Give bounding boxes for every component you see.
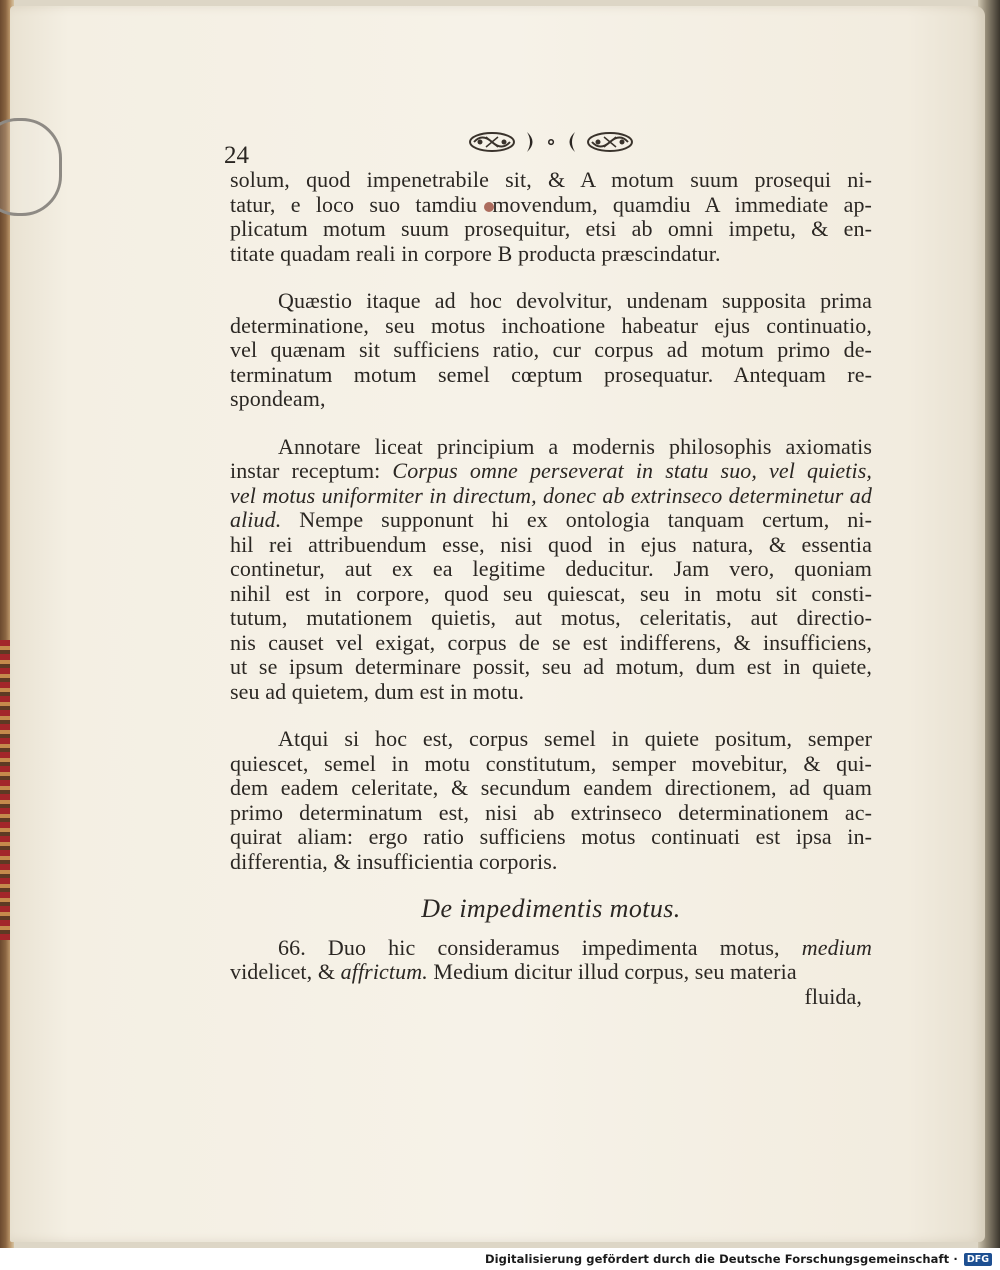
paragraph — [230, 727, 872, 874]
crescent-left-icon — [524, 130, 538, 154]
text-line: Atqui si hoc est, corpus semel in quiete positum, semper — [278, 726, 872, 751]
text-line: quirat aliam: ergo ratio sufficiens motus continuati est ipsa in- — [230, 824, 872, 849]
section-66-paragraph — [230, 936, 872, 985]
clip-icon — [0, 118, 62, 216]
ornament-circle: ∘ — [545, 129, 557, 154]
footer-credit: Digitalisierung gefördert durch die Deutsche Forschungsgemeinschaft · — [484, 1252, 958, 1266]
text-line: ut se ipsum determinare possit, seu ad motum, dum est in quiete, — [230, 654, 872, 679]
header-ornament — [446, 128, 656, 156]
text-line: continetur, aut ex ea legitime deducitur. Jam vero, quoniam — [230, 556, 872, 581]
text-line: aliud. Nempe supponunt hi ex ontologia tanquam certum, ni- — [230, 507, 872, 532]
text-line: seu ad quietem, dum est in motu. — [230, 678, 525, 704]
text-line: nihil est in corpore, quod seu quiescat, seu in motu sit consti- — [230, 580, 872, 606]
text-line: 66. Duo hic consideramus impedimenta motus, medium — [278, 934, 872, 960]
text-line: solum, quod impenetrabile sit, & A motum suum prosequi ni- — [230, 167, 872, 192]
text-line: determinatione, seu motus inchoatione habeatur ejus continuatio, — [230, 312, 872, 338]
text-line: terminatum motum semel cœptum prosequatur. Antequam re- — [230, 361, 872, 387]
text-line: spondeam, — [230, 386, 326, 411]
paragraph-list — [230, 168, 872, 874]
text-line: tatur, e loco suo tamdiu movendum, quamdiu A immediate ap- — [230, 191, 872, 217]
text-line: titate quadam reali in corpore B producta præscindatur. — [230, 240, 721, 266]
text-line: primo determinatum est, nisi ab extrinseco determinationem ac- — [230, 799, 872, 825]
text-line: nis causet vel exigat, corpus de se est indifferens, & insufficiens, — [230, 629, 872, 655]
digitization-footer — [0, 1248, 1000, 1270]
page-number: 24 — [224, 142, 249, 169]
crescent-right-icon — [564, 130, 578, 154]
paragraph — [230, 435, 872, 705]
text-line: vel quænam sit sufficiens ratio, cur corpus ad motum primo de- — [230, 337, 872, 362]
paragraph — [230, 168, 872, 266]
text-line: tutum, mutationem quietis, aut motus, celeritatis, aut directio- — [230, 605, 872, 630]
dfg-logo: DFG — [964, 1253, 992, 1266]
text-line: instar receptum: Corpus omne perseverat in statu suo, vel quietis, — [230, 458, 872, 483]
text-line: Annotare liceat principium a modernis philosophis axiomatis — [278, 433, 872, 459]
paragraph — [230, 289, 872, 412]
text-line: plicatum motum suum prosequitur, etsi ab omni impetu, & en- — [230, 216, 872, 241]
text-line: hil rei attribuendum esse, nisi quod in ejus natura, & essentia — [230, 531, 872, 557]
text-line: vel motus uniformiter in directum, donec ab extrinseco determinetur ad — [230, 482, 872, 508]
body-text — [230, 168, 872, 1009]
text-line: dem eadem celeritate, & secundum eandem directionem, ad quam — [230, 775, 872, 800]
fleuron-left-icon — [468, 131, 516, 153]
text-line: quiescet, semel in motu constitutum, semper movebitur, & qui- — [230, 750, 872, 776]
catchword: fluida, — [804, 983, 862, 1009]
fleuron-right-icon — [586, 131, 634, 153]
text-line: videlicet, & affrictum. Medium dicitur illud corpus, seu materia — [230, 959, 797, 984]
text-line: Quæstio itaque ad hoc devolvitur, undenam supposita prima — [278, 288, 872, 313]
text-line: differentia, & insufficientia corporis. — [230, 848, 558, 874]
section-heading: De impedimentis motus. — [421, 894, 681, 923]
